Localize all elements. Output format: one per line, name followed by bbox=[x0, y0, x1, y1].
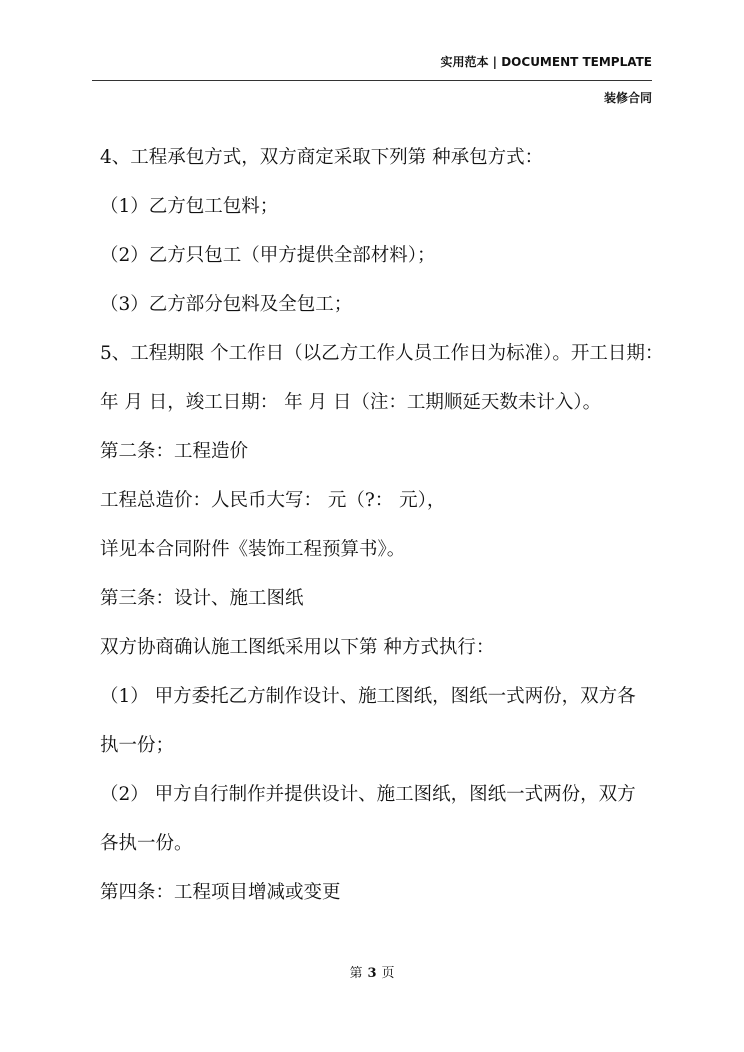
clause-construction-period: 5、工程期限 个工作日（以乙方工作人员工作日为标准）。开工日期： bbox=[100, 343, 664, 364]
page-prefix: 第 bbox=[349, 966, 363, 981]
article-2-heading: 第二条：工程造价 bbox=[100, 441, 249, 462]
option-1-labor-and-materials: （1）乙方包工包料； bbox=[100, 196, 279, 217]
budget-attachment-line: 详见本合同附件《装饰工程预算书》。 bbox=[100, 539, 406, 560]
option-3-partial-materials: （3）乙方部分包料及全包工； bbox=[100, 294, 353, 315]
drawing-option-1-line-2: 执一份； bbox=[100, 735, 175, 756]
total-cost-line: 工程总造价：人民币大写： 元（?： 元）， bbox=[100, 490, 446, 511]
drawing-option-2-line-1: （2） 甲方自行制作并提供设计、施工图纸，图纸一式两份，双方 bbox=[100, 784, 636, 805]
document-type-label: 装修合同 bbox=[603, 91, 652, 105]
drawing-option-2-line-2: 各执一份。 bbox=[100, 833, 193, 854]
page-suffix: 页 bbox=[381, 966, 395, 981]
header-title: 实用范本 | DOCUMENT TEMPLATE bbox=[440, 55, 652, 69]
header-divider bbox=[92, 80, 652, 81]
drawing-method-line: 双方协商确认施工图纸采用以下第 种方式执行： bbox=[100, 637, 495, 658]
article-3-heading: 第三条：设计、施工图纸 bbox=[100, 588, 304, 609]
article-4-heading: 第四条：工程项目增减或变更 bbox=[100, 882, 341, 903]
construction-dates-line: 年 月 日，竣工日期： 年 月 日（注：工期顺延天数未计入）。 bbox=[100, 392, 602, 413]
drawing-option-1-line-1: （1） 甲方委托乙方制作设计、施工图纸，图纸一式两份，双方各 bbox=[100, 686, 636, 707]
page-number: 3 bbox=[367, 966, 377, 981]
clause-contract-method: 4、工程承包方式，双方商定采取下列第 种承包方式： bbox=[100, 147, 544, 168]
option-2-labor-only: （2）乙方只包工（甲方提供全部材料）； bbox=[100, 245, 436, 266]
page-footer bbox=[0, 962, 744, 981]
